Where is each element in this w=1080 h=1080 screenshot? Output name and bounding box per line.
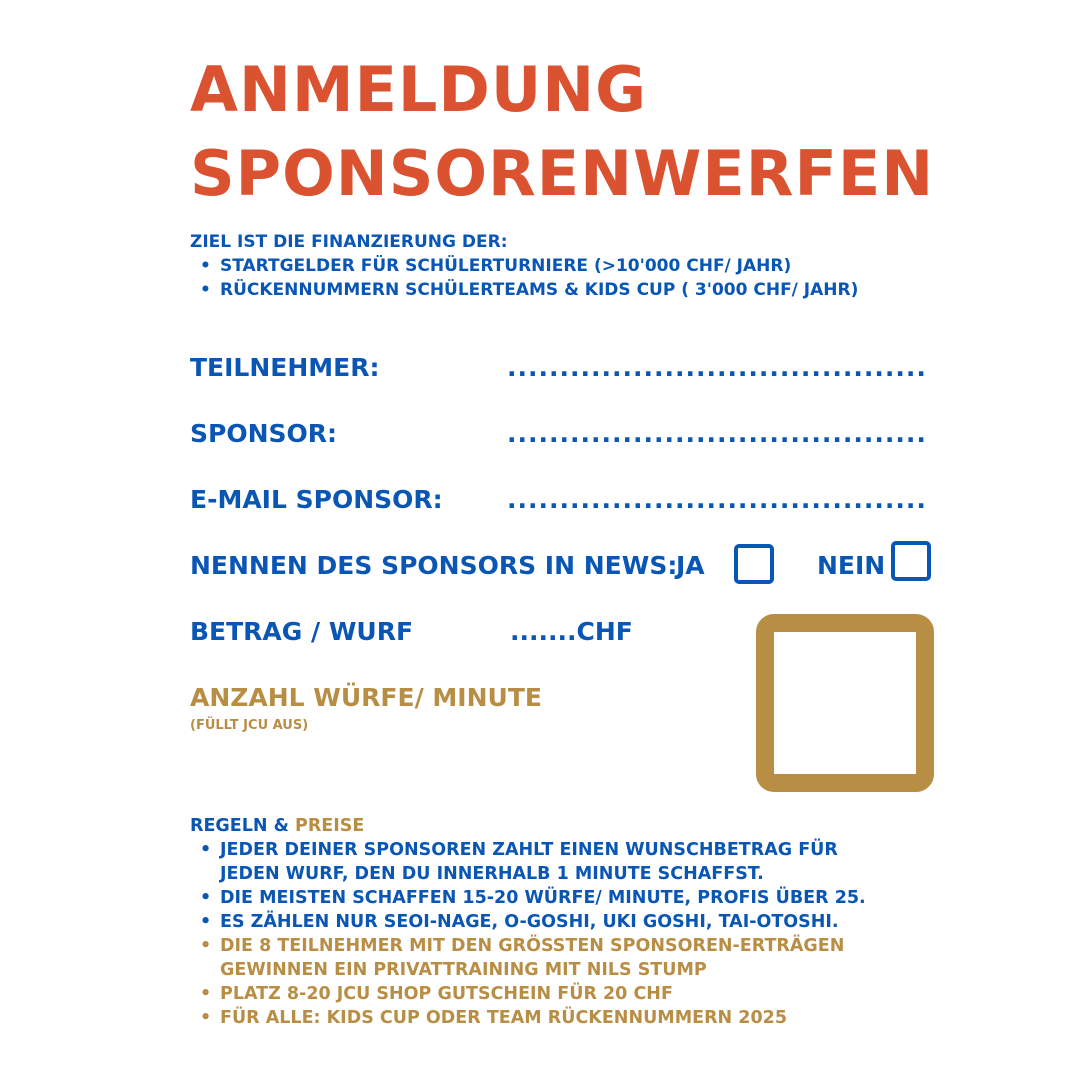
email-label: E-MAIL SPONSOR:	[190, 485, 443, 514]
participant-field[interactable]: ........................................	[507, 353, 927, 382]
rules-section	[190, 814, 870, 1030]
rule-item: • ES ZÄHLEN NUR SEOI-NAGE, O-GOSHI, UKI GOSHI, TAI-OTOSHI.	[190, 910, 870, 934]
rule-item: • DIE MEISTEN SCHAFFEN 15-20 WÜRFE/ MINUTE, PROFIS ÜBER 25.	[190, 886, 870, 910]
no-checkbox[interactable]	[891, 541, 931, 581]
participant-label: TEILNEHMER:	[190, 353, 380, 382]
prize-item: • DIE 8 TEILNEHMER MIT DEN GRÖSSTEN SPONSOREN-ERTRÄGEN GEWINNEN EIN PRIVATTRAINING MIT NILS STUMP	[190, 934, 870, 982]
prize-item: • FÜR ALLE: KIDS CUP ODER TEAM RÜCKENNUMMERN 2025	[190, 1006, 870, 1030]
goal-section	[190, 230, 858, 302]
amount-label: BETRAG / WURF	[190, 617, 414, 646]
yes-label: JA	[676, 551, 705, 580]
sponsor-label: SPONSOR:	[190, 419, 338, 448]
throws-label: ANZAHL WÜRFE/ MINUTE	[190, 683, 542, 712]
email-field[interactable]: ........................................	[507, 485, 927, 514]
page-title	[190, 48, 934, 216]
goal-heading: ZIEL IST DIE FINANZIERUNG DER:	[190, 232, 508, 252]
amount-field[interactable]: .......CHF	[510, 617, 633, 646]
no-label: NEIN	[817, 551, 886, 580]
yes-checkbox[interactable]	[734, 544, 774, 584]
goal-item: • STARTGELDER FÜR SCHÜLERTURNIERE (>10'000 CHF/ JAHR)	[190, 254, 858, 278]
throws-count-box[interactable]	[756, 614, 934, 792]
rules-heading-prizes: PREISE	[295, 816, 365, 836]
goal-item: • RÜCKENNUMMERN SCHÜLERTEAMS & KIDS CUP ( 3'000 CHF/ JAHR)	[190, 278, 858, 302]
prize-item: • PLATZ 8-20 JCU SHOP GUTSCHEIN FÜR 20 CHF	[190, 982, 870, 1006]
title-line-1: ANMELDUNG	[190, 53, 648, 126]
title-line-2: SPONSORENWERFEN	[190, 137, 935, 210]
rule-item: • JEDER DEINER SPONSOREN ZAHLT EINEN WUNSCHBETRAG FÜR JEDEN WURF, DEN DU INNERHALB 1 MINUTE SCHAFFST.	[190, 838, 840, 886]
rules-list	[190, 838, 870, 1030]
rules-heading-rules: REGELN &	[190, 816, 289, 836]
goal-list	[190, 254, 858, 302]
throws-note: (FÜLLT JCU AUS)	[190, 718, 309, 733]
sponsor-field[interactable]: ........................................	[507, 419, 927, 448]
rules-heading	[190, 814, 870, 838]
news-question: NENNEN DES SPONSORS IN NEWS:	[190, 551, 678, 580]
